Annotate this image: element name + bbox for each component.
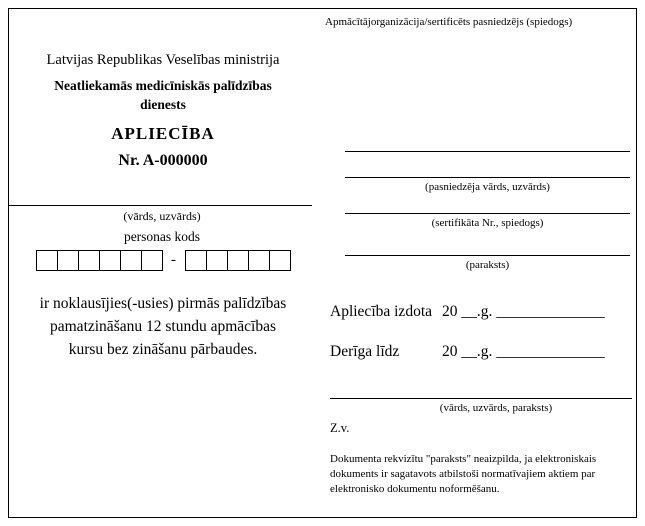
personal-code-cell — [206, 250, 228, 271]
signature-fill-line — [345, 255, 630, 256]
personal-code-label: personas kods — [123, 229, 201, 244]
body-line2: pamatzināšanu 12 stundu apmācības — [50, 318, 276, 335]
valid-until-value: 20 __.g. ______________ — [442, 343, 605, 360]
service-name-line2: dienests — [140, 97, 186, 112]
electronic-document-footnote: Dokumenta rekvizītu "paraksts" neaizpilda, ja elektroniskais dokuments ir sagatavots atbilstoši normatīvajiem aktiem par elektronisko dokumentu noformēšanu. — [330, 453, 597, 495]
valid-until-row — [330, 343, 635, 361]
valid-until-label: Derīga līdz — [330, 343, 400, 360]
certificate-number: Nr. A-000000 — [118, 152, 208, 169]
certificate-number-fill-line — [345, 213, 630, 214]
personal-code-cell — [120, 250, 142, 271]
personal-code-cell — [78, 250, 100, 271]
signature-caption: (paraksts) — [465, 259, 510, 271]
service-name — [22, 76, 304, 114]
personal-code-cell — [248, 250, 270, 271]
issued-date-value: 20 __.g. ______________ — [442, 303, 605, 320]
issuer-name-fill-line — [330, 398, 632, 399]
issued-date-row — [330, 303, 635, 321]
certificate-title: APLIECĪBA — [111, 124, 215, 143]
trainer-organization-note: Apmācītājorganizācija/sertificēts pasniedzējs (spiedogs) — [325, 16, 573, 28]
body-line1: ir noklausījies(-usies) pirmās palīdzības — [39, 295, 287, 312]
certificate-body-text — [22, 292, 304, 361]
personal-code-group-left — [36, 250, 162, 271]
personal-code-cell — [99, 250, 121, 271]
personal-code-cell — [57, 250, 79, 271]
personal-code-separator: - — [171, 252, 176, 268]
body-line3: kursu bez zināšanu pārbaudes. — [68, 341, 258, 358]
issued-date-label: Apliecība izdota — [330, 303, 432, 320]
name-fill-line — [9, 205, 312, 206]
personal-code-group-right — [185, 250, 290, 271]
personal-code-cell — [269, 250, 291, 271]
name-caption: (vārds, uzvārds) — [123, 209, 201, 223]
personal-code-cell — [36, 250, 58, 271]
personal-code-cell — [185, 250, 207, 271]
personal-code-cell — [141, 250, 163, 271]
teacher-name-fill-line-2 — [345, 177, 630, 178]
certificate-number-caption: (sertifikāta Nr., spiedogs) — [431, 217, 544, 229]
issuer-name-caption: (vārds, uzvārds, paraksts) — [439, 402, 553, 414]
seal-place-label: Z.v. — [330, 421, 350, 435]
service-name-line1: Neatliekamās medicīniskās palīdzības — [54, 78, 272, 93]
personal-code-boxes — [12, 250, 314, 271]
personal-code-cell — [227, 250, 249, 271]
teacher-name-fill-line-1 — [345, 151, 630, 152]
ministry-name: Latvijas Republikas Veselības ministrija — [46, 52, 280, 68]
teacher-name-caption: (pasniedzēja vārds, uzvārds) — [425, 181, 550, 193]
